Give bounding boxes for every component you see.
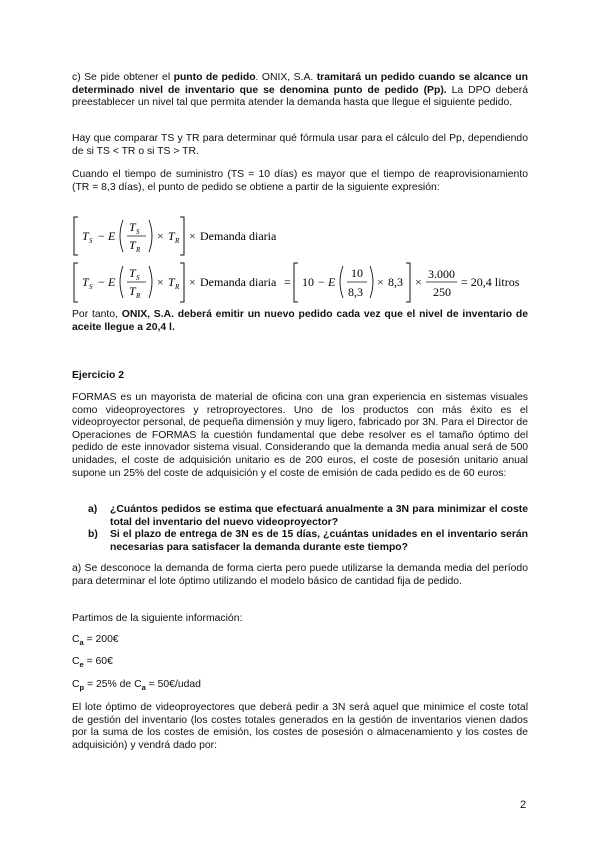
reorder-point-calculation — [72, 260, 528, 306]
reorder-point-formula — [72, 214, 372, 258]
frac-den-t-2: T — [129, 284, 136, 298]
ts-symbol-2: T — [82, 275, 89, 289]
reorder-result: = 20,4 litros — [461, 275, 520, 289]
frac-num-sub: S — [136, 228, 140, 236]
frac-num-t-2: T — [129, 266, 136, 280]
tr-symbol: T — [168, 229, 175, 243]
times-sign-5: × — [377, 275, 384, 289]
supply-time-paragraph: Cuando el tiempo de suministro (TS = 10 días) es mayor que el tiempo de reaprovisionamiento (TR = 8,3 días), el punto de pedido se obtiene a partir de la siguiente expresión: — [72, 169, 528, 193]
demand-label: Demanda diaria — [200, 229, 277, 243]
page-number: 2 — [520, 799, 527, 811]
times-sign-3: × — [157, 275, 164, 289]
frac-den-value: 8,3 — [348, 285, 363, 299]
optimal-lot-paragraph: El lote óptimo de videoproyectores que deberá pedir a 3N será aquel que minimice el coste total de gestión del inventario (los costes totales generados en la gestión de inventarios vienen dados por la suma de los costes de emisión, los costes de posesión o almacenamiento y los costes de adquisición) y vendrá dado por: — [72, 702, 528, 751]
ts-subscript: S — [89, 237, 93, 245]
cost-acquisition: $C_a$ = 200€ — [72, 634, 119, 647]
questions-list — [72, 504, 528, 554]
tr-subscript-2: R — [175, 283, 180, 291]
frac-den-sub: R — [136, 246, 141, 254]
question-a: a) ¿Cuántos pedidos se estima que efectuará anualmente a 3N para minimizar el coste total del inventario del nuevo videoproyector? — [88, 504, 528, 528]
e-symbol-3: E — [328, 275, 336, 289]
value-ts: 10 — [302, 275, 314, 289]
frac-num-sub-2: S — [136, 274, 140, 282]
times-sign-4: × — [189, 275, 196, 289]
value-tr: 8,3 — [388, 275, 403, 289]
times-sign-2: × — [189, 229, 196, 243]
paren-left-2 — [120, 266, 123, 298]
annual-demand-value: 3.000 — [428, 267, 455, 281]
times-sign: × — [157, 229, 164, 243]
minus-sign-3: − — [318, 275, 325, 289]
bracket-right-3 — [406, 263, 410, 302]
bracket-left — [74, 217, 78, 255]
answer-a-paragraph: a) Se desconoce la demanda de forma cierta pero puede utilizarse la demanda media del período para determinar el lote óptimo utilizando el modelo básico de cantidad fija de pedido. — [72, 563, 528, 587]
question-b: b) Si el plazo de entrega de 3N es de 15 días, ¿cuántas unidades en el inventario serán necesarias para satisfacer la demanda durante este tiempo? — [88, 529, 528, 553]
working-days-value: 250 — [433, 285, 451, 299]
e-symbol: E — [108, 229, 116, 243]
bracket-right-2 — [180, 263, 184, 302]
cost-possession: $C_p = 25\%$ de $C_a$ = 50€/udad — [72, 679, 201, 692]
frac-num-t: T — [129, 220, 136, 234]
bracket-right — [180, 217, 184, 255]
paren-right-3 — [370, 266, 373, 298]
ts-symbol: T — [82, 229, 89, 243]
tr-symbol-2: T — [168, 275, 175, 289]
exercise-intro: FORMAS es un mayorista de material de oficina con una gran experiencia en sistemas visuales como videoproyectores y retroproyectores. Uno de los productos con más éxito es el videoproyector personal, de pequeña dimensión y muy ligero, fabricado por 3N. Para el Director de Operaciones de FORMAS la cuestión fundamental que debe resolver es el tamaño óptimo del pedido de este innovador sistema visual. Considerando que la demanda media anual será de 500 unidades, el coste de adquisición unitario es de 200 euros, el coste de posesión unitario anual supone un 25% del coste de adquisición y el coste de emisión de cada pedido es de 60 euros: — [72, 392, 528, 479]
compare-paragraph: Hay que comparar TS y TR para determinar qué fórmula usar para el cálculo del Pp, dependiendo de si TS < TR o si TS > TR. — [72, 133, 528, 157]
equals-sign: = — [284, 275, 291, 289]
cost-emission: $C_e$ = 60€ — [72, 656, 113, 669]
minus-sign-2: − — [98, 275, 105, 289]
paren-right — [149, 220, 152, 252]
times-sign-6: × — [415, 275, 422, 289]
exercise-title: Ejercicio 2 — [72, 370, 124, 381]
minus-sign: − — [98, 229, 105, 243]
ts-subscript-2: S — [89, 283, 93, 291]
bracket-left-2 — [74, 263, 78, 302]
frac-num-value: 10 — [351, 266, 363, 280]
section-c-paragraph: c) Se pide obtener el punto de pedido. ONIX, S.A. tramitará un pedido cuando se alcance un determinado nivel de inventario que se denomina punto de pedido (Pp). La DPO deberá preestablecer un nivel tal que permita atender la demanda hasta que llegue el siguiente pedido. — [72, 72, 528, 109]
paren-left-3 — [340, 266, 343, 298]
info-intro: Partimos de la siguiente información: — [72, 613, 243, 624]
frac-den-sub-2: R — [136, 292, 141, 300]
e-symbol-2: E — [108, 275, 116, 289]
bracket-left-3 — [294, 263, 298, 302]
paren-left — [120, 220, 123, 252]
demand-label-2: Demanda diaria — [200, 275, 277, 289]
paren-right-2 — [149, 266, 152, 298]
conclusion-paragraph: Por tanto, ONIX, S.A. deberá emitir un nuevo pedido cada vez que el nivel de inventario de aceite llegue a 20,4 l. — [72, 309, 528, 333]
tr-subscript: R — [175, 237, 180, 245]
frac-den-t: T — [129, 238, 136, 252]
